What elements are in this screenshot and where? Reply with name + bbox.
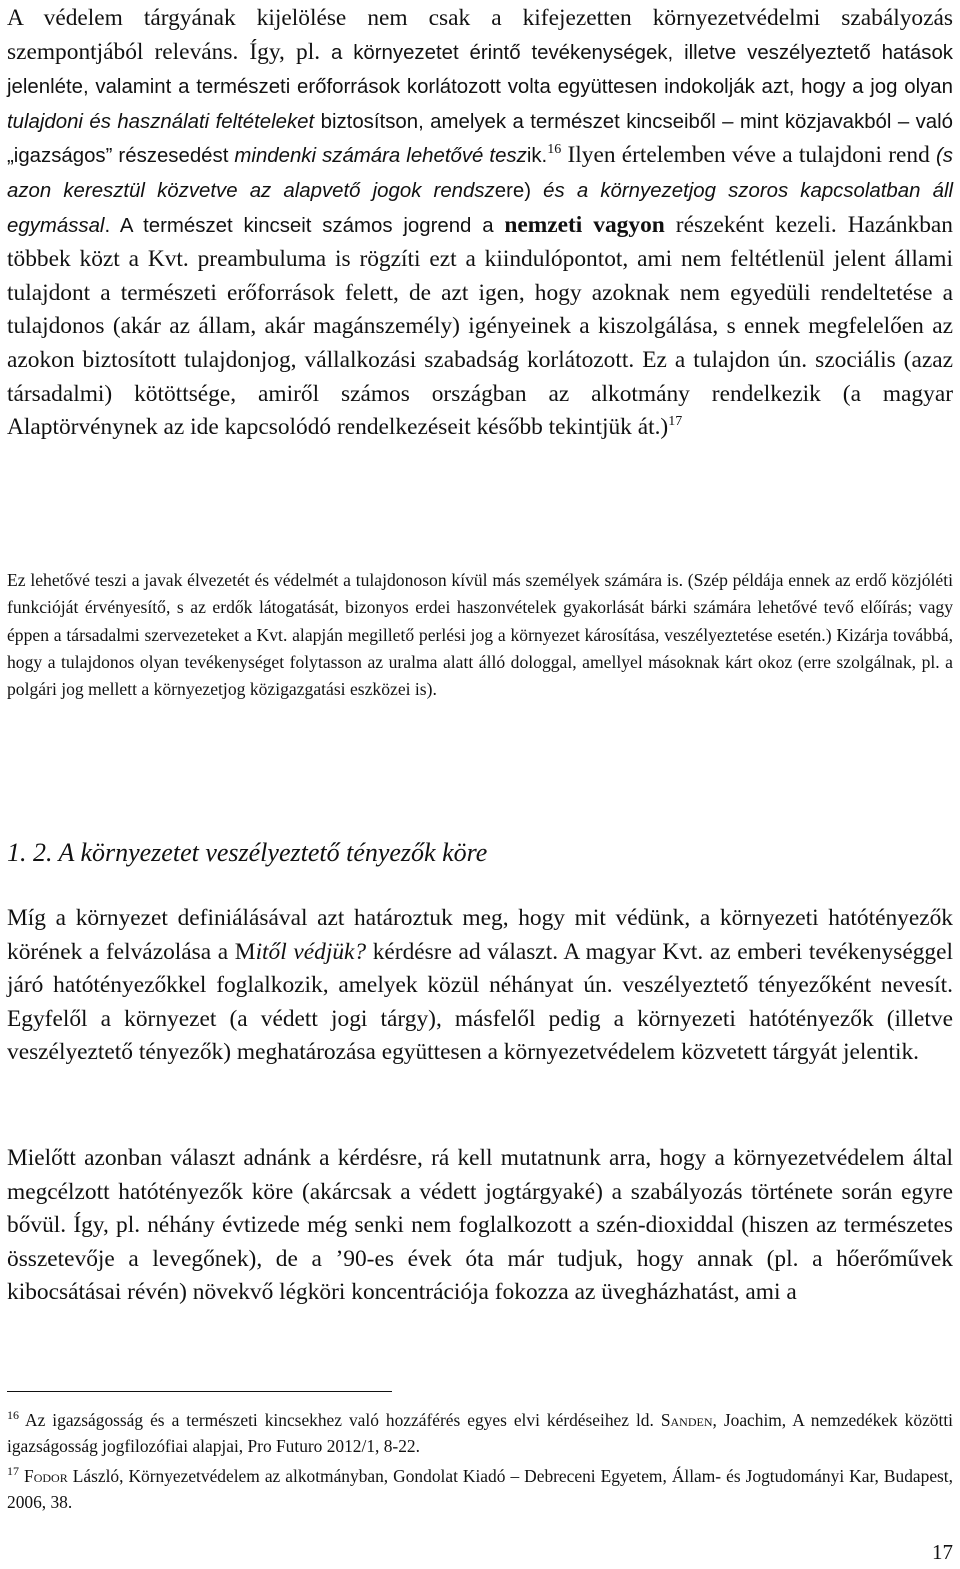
text-run: Míg a környezet definiálásával azt határoztuk meg, hogy mit védünk, a környezeti hatótényezők körének a felvázolása a M [7, 905, 953, 965]
text-run-sans: ik. [526, 145, 548, 168]
footnote-16 [7, 1407, 953, 1459]
text-run-sans: ere) [494, 179, 544, 202]
text-run-emphasis: (s azon keresztül közvetve az alapvető jogok rendsz [7, 145, 953, 202]
text-run-emphasis: mindenki számára lehetővé tesz [234, 145, 527, 168]
footnote-mark: 16 [7, 1408, 19, 1423]
footnote-separator [7, 1391, 392, 1392]
text-run: A védelem tárgyának kijelölése nem csak a kifejezetten környezetvédelmi szabályozás szempontjából releváns. Így, pl. [7, 5, 953, 65]
text-run-bold: nemzeti vagyon [504, 211, 665, 238]
footnote-author: Sanden [660, 1410, 713, 1430]
text-run-emphasis: itől védjük? [255, 938, 367, 965]
text-run: Ilyen értelemben véve a tulajdoni rend [561, 142, 936, 169]
footnote-reference-17[interactable]: 17 [668, 414, 683, 430]
paragraph-hazard-factors [7, 902, 953, 1070]
text-run-sans: . A természet kincseit számos jogrend a [104, 214, 505, 237]
text-run: kérdésre ad választ. A magyar Kvt. az emberi tevékenységgel járó hatótényezőkkel foglalkozik, amelyek közül néhányat ún. veszélyeztető tényezőként nevesít. Egyfelől a környezet (a védett jogi tárgy), másfelől pedig a környezeti hatótényezők (illetve veszélyeztető tényezők) meghatározása együttesen a környezetvédelem közvetett tárgyát jelentik. [7, 938, 953, 1066]
text-run-emphasis: tulajdoni és használati feltételeket [7, 110, 315, 133]
footnote-17 [7, 1463, 953, 1515]
paragraph-social-binding: Ez lehetővé teszi a javak élvezetét és védelmét a tulajdonoson kívül más személyek számára is. (Szép példája ennek az erdő közjóléti funkcióját érvényesítő, s az erdők látogatását, bizonyos erdei haszonvételek gyakorlását bárki számára lehetővé tevő előírás; vagy éppen a társadalmi szervezeteket a Kvt. alapján megillető perlési jog a környezet károsítása, veszélyeztetése esetén.) Kizárja továbbá, hogy a tulajdonos olyan tevékenységet folytasson az uralma alatt álló dologgal, amellyel másoknak kárt okoz (erre szolgálnak, pl. a polgári jog mellett a környezetjog közigazgatási eszközei is). [7, 570, 953, 700]
text-run-sans: biztosítson, amelyek a természet kincseiből – mint közjavakból – való „igazságos” részesedést [7, 110, 953, 168]
footnote-text: Az igazságosság és a természeti kincsekhez való hozzáférés egyes elvi kérdéseihez ld. [19, 1410, 661, 1430]
footnote-text: , Joachim, A nemzedékek közötti igazságosság jogfilozófiai alapjai, Pro Futuro 2012/1, 8-22. [7, 1410, 953, 1456]
paragraph-property-order [7, 2, 953, 445]
text-run-sans: a környezetet érintő tevékenységek, illetve veszélyeztető hatások jelenléte, valamint a természeti erőforrások korlátozott volta együttesen indokolják azt, hogy a jog olyan [7, 41, 953, 99]
footnote-reference-16[interactable]: 16 [547, 142, 562, 158]
text-run: részeként kezeli. Hazánkban többek közt a Kvt. preambuluma is rögzíti ezt a kiindulópontot, ami nem feltétlenül jelent állami tulajdont a természeti erőforrások felett, de azt igen, hogy azoknak nem egyedüli rendeltetése a tulajdonos (akár az állam, akár magánszemély) igényeinek a kiszolgálása, s ennek megfelelően az azokon biztosított tulajdonjog, vállalkozási szabadság korlátozott. Ez a tulajdon ún. szociális (azaz társadalmi) kötöttsége, amiről számos országban az alkotmány rendelkezik (a magyar Alaptörvénynek az ide kapcsolódó rendelkezéseit később tekintjük át.) [7, 211, 953, 441]
footnote-mark: 17 [7, 1464, 19, 1479]
section-heading: 1. 2. A környezetet veszélyeztető tényezők köre [7, 838, 488, 867]
paragraph-scope-expansion: Mielőtt azonban választ adnánk a kérdésre, rá kell mutatnunk arra, hogy a környezetvédelem által megcélzott hatótényezők köre (akárcsak a védett jogtárgyaké) a szabályozás története során egyre bővül. Így, pl. néhány évtizede még senki nem foglalkozott a szén-dioxiddal (hiszen az természetes összetevője a levegőnek), de a ’90-es évek óta már tudjuk, hogy annak (pl. a hőerőművek kibocsátásai révén) növekvő légköri koncentrációja fokozza az üvegházhatást, ami a [7, 1145, 953, 1306]
footnote-author: Fodor [24, 1466, 68, 1486]
text-run-emphasis: és a környezetjog szoros kapcsolatban áll egymással [7, 179, 954, 237]
page-number: 17 [932, 1540, 953, 1564]
footnote-text: László, Környezetvédelem az alkotmányban, Gondolat Kiadó – Debreceni Egyetem, Állam- és Jogtudományi Kar, Budapest, 2006, 38. [7, 1466, 953, 1512]
